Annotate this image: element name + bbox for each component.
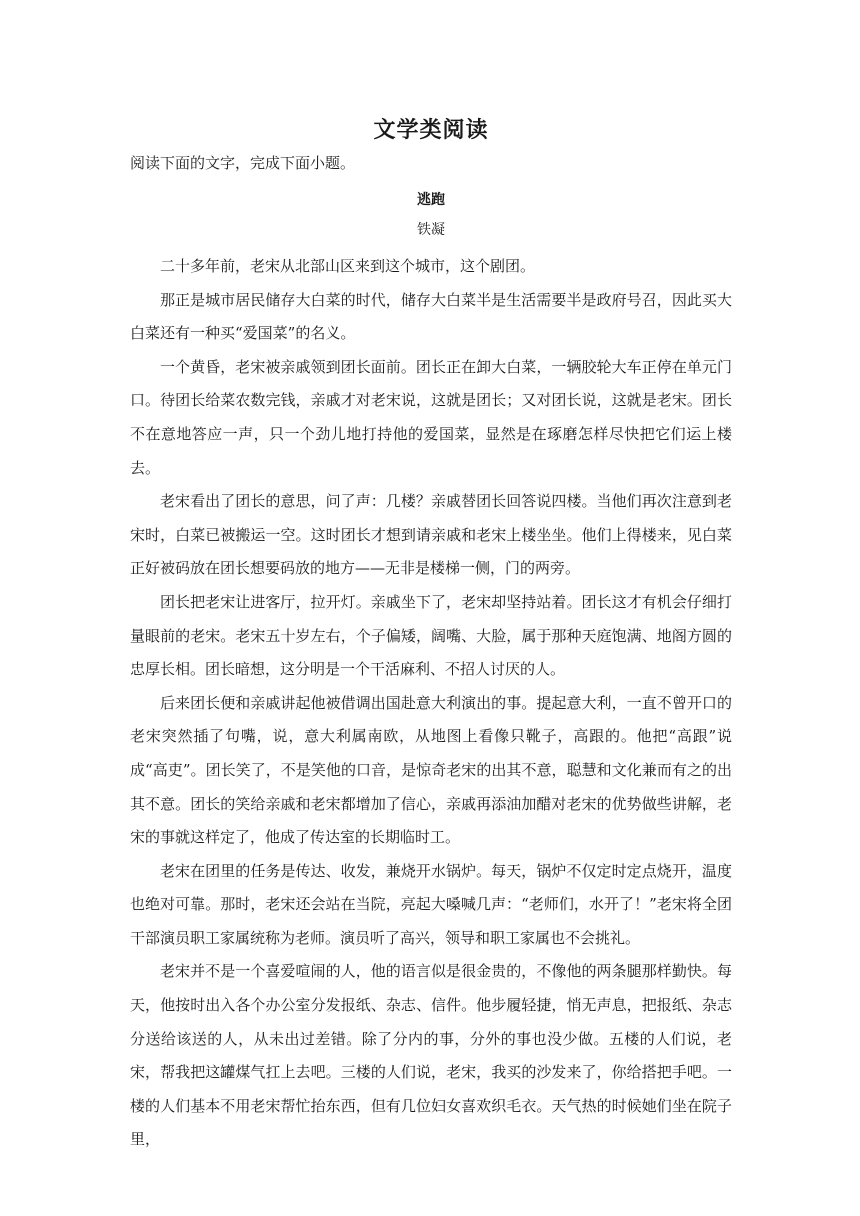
paragraph: 那正是城市居民储存大白菜的时代，储存大白菜半是生活需要半是政府号召，因此买大白菜还有一种买“爱国菜”的名义。 (130, 290, 732, 343)
paragraph: 老宋看出了团长的意思，问了声：几楼？亲戚替团长回答说四楼。当他们再次注意到老宋时，白菜已被搬运一空。这时团长才想到请亲戚和老宋上楼坐坐。他们上得楼来，见白菜正好被码放在团长想要码放的地方——无非是楼梯一侧，门的两旁。 (130, 492, 732, 578)
paragraph: 老宋在团里的任务是传达、收发，兼烧开水锅炉。每天，锅炉不仅定时定点烧开，温度也绝对可靠。那时，老宋还会站在当院，亮起大嗓喊几声：“老师们，水开了！”老宋将全团干部演员职工家属统称为老师。演员听了高兴，领导和职工家属也不会挑礼。 (130, 861, 732, 947)
paragraph: 一个黄昏，老宋被亲戚领到团长面前。团长正在卸大白菜，一辆胶轮大车正停在单元门口。待团长给菜农数完钱，亲戚才对老宋说，这就是团长；又对团长说，这就是老宋。团长不在意地答应一声，只一个劲儿地打持他的爱国菜，显然是在琢磨怎样尽快把它们运上楼去。 (130, 357, 732, 477)
story-author: 铁凝 (417, 222, 445, 238)
document-title: 文学类阅读 (373, 117, 489, 143)
reading-instruction: 阅读下面的文字，完成下面小题。 (130, 154, 356, 172)
paragraph: 二十多年前，老宋从北部山区来到这个城市，这个剧团。 (160, 257, 536, 275)
paragraph: 后来团长便和亲戚讲起他被借调出国赴意大利演出的事。提起意大利，一直不曾开口的老宋突然插了句嘴，说，意大利属南欧，从地图上看像只靴子，高跟的。他把“高跟”说成“高吏”。团长笑了，不是笑他的口音，是惊奇老宋的出其不意，聪慧和文化兼而有之的出其不意。团长的笑给亲戚和老宋都增加了信心，亲戚再添油加醋对老宋的优势做些讲解，老宋的事就这样定了，他成了传达室的长期临时工。 (130, 693, 732, 847)
story-title: 逃跑 (417, 192, 445, 208)
paragraph: 团长把老宋让进客厅，拉开灯。亲戚坐下了，老宋却坚持站着。团长这才有机会仔细打量眼前的老宋。老宋五十岁左右，个子偏矮，阔嘴、大脸，属于那种天庭饱满、地阁方圆的忠厚长相。团长暗想，这分明是一个干活麻利、不招人讨厌的人。 (130, 592, 732, 679)
story-body (130, 250, 732, 1157)
paragraph: 老宋并不是一个喜爱喧闹的人，他的语言似是很金贵的，不像他的两条腿那样勤快。每天，他按时出入各个办公室分发报纸、杂志、信件。他步履轻捷，悄无声息，把报纸、杂志分送给该送的人，从未出过差错。除了分内的事，分外的事也没少做。五楼的人们说，老宋，帮我把这罐煤气扛上去吧。三楼的人们说，老宋，我买的沙发来了，你给搭把手吧。一楼的人们基本不用老宋帮忙抬东西，但有几位妇女喜欢织毛衣。天气热的时候她们坐在院子里， (130, 962, 732, 1149)
